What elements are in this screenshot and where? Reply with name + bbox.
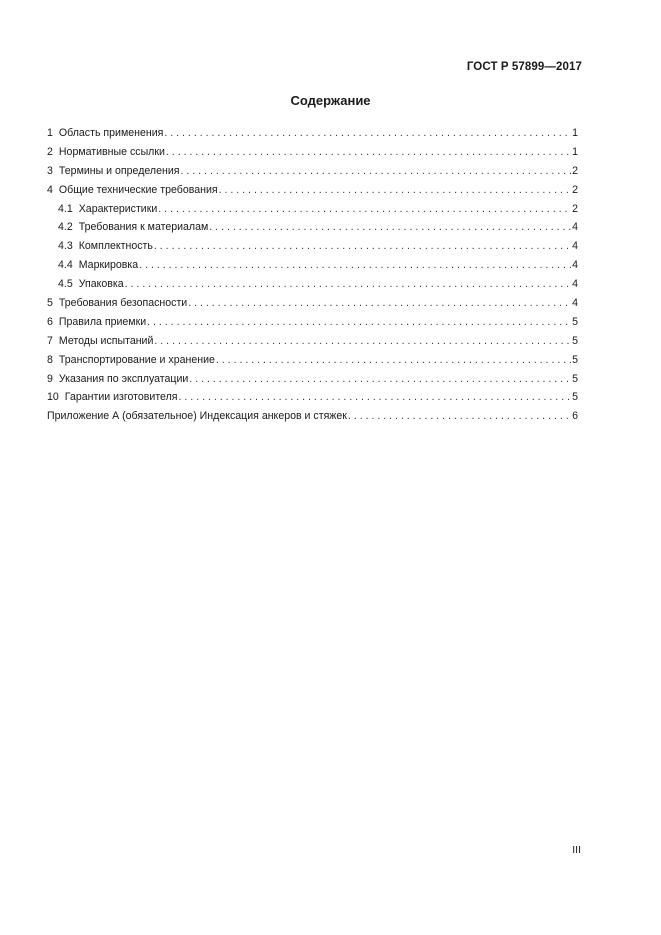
toc-entry-title: Транспортирование и хранение — [58, 353, 215, 366]
toc-entry-page: 4 — [572, 297, 578, 310]
toc-entry-number: 3 — [47, 164, 53, 177]
toc-entry[interactable] — [47, 143, 578, 162]
toc-entry[interactable] — [47, 275, 578, 294]
toc-entry-page: 5 — [572, 372, 578, 385]
toc-entry-number: 4.5 — [58, 278, 73, 291]
toc-entry-title: Правила приемки — [58, 315, 147, 328]
toc-dot-leader — [178, 388, 572, 407]
toc-entry-number: 1 — [47, 127, 53, 139]
toc-entry-title: Требования безопасности — [58, 297, 188, 310]
toc-entry-page: 2 — [572, 202, 578, 215]
toc-dot-leader — [188, 370, 571, 389]
toc-entry-number: 9 — [47, 372, 53, 385]
toc-dot-leader — [146, 313, 571, 332]
toc-dot-leader — [347, 407, 571, 426]
toc-entry-page: 4 — [572, 259, 578, 272]
toc-entry[interactable] — [47, 294, 578, 313]
toc-entry-page: 4 — [572, 221, 578, 234]
toc-entry-title: Гарантии изготовителя — [64, 391, 178, 404]
toc-entry-title: Термины и определения — [58, 164, 180, 177]
toc-entry-number: 10 — [47, 391, 59, 404]
toc-dot-leader — [153, 237, 571, 256]
toc-entry-page: 5 — [572, 353, 578, 366]
toc-dot-leader — [163, 124, 571, 143]
toc-entry[interactable] — [47, 181, 578, 200]
toc-entry-title: Область применения — [58, 127, 164, 139]
toc-entry-page: 4 — [572, 240, 578, 253]
toc-entry[interactable] — [47, 218, 578, 237]
toc-dot-leader — [165, 143, 571, 162]
toc-entry[interactable] — [47, 124, 578, 143]
table-of-contents — [47, 124, 578, 426]
toc-entry-title: Нормативные ссылки — [58, 145, 165, 158]
toc-entry-number: 2 — [47, 145, 53, 158]
toc-dot-leader — [208, 218, 571, 237]
page-number: III — [572, 844, 581, 856]
toc-entry-title: Указания по эксплуатации — [58, 372, 189, 385]
toc-entry-page: 1 — [572, 127, 578, 139]
toc-entry[interactable] — [47, 162, 578, 181]
toc-entry-number: 5 — [47, 297, 53, 310]
toc-dot-leader — [187, 294, 571, 313]
toc-entry[interactable] — [47, 200, 578, 219]
toc-entry[interactable] — [47, 370, 578, 389]
toc-entry-title: Упаковка — [78, 278, 124, 291]
toc-dot-leader — [138, 256, 571, 275]
toc-entry-number: 6 — [47, 315, 53, 328]
toc-entry-title: Приложение А (обязательное) Индексация анкеров и стяжек — [47, 410, 347, 423]
toc-entry[interactable] — [47, 313, 578, 332]
toc-entry-title: Методы испытаний — [58, 334, 154, 347]
toc-dot-leader — [218, 181, 571, 200]
toc-entry[interactable] — [47, 332, 578, 351]
toc-entry-number: 7 — [47, 334, 53, 347]
toc-title: Содержание — [290, 93, 371, 108]
toc-entry-page: 5 — [572, 391, 578, 404]
toc-entry[interactable] — [47, 351, 578, 370]
toc-entry-title: Комплектность — [78, 240, 153, 253]
toc-entry-number: 4.2 — [58, 221, 73, 234]
document-code: ГОСТ Р 57899—2017 — [466, 61, 582, 73]
toc-entry-page: 6 — [572, 410, 578, 423]
toc-entry-number: 8 — [47, 353, 53, 366]
toc-entry-page: 4 — [572, 278, 578, 291]
toc-entry-page: 5 — [572, 334, 578, 347]
toc-dot-leader — [153, 332, 571, 351]
toc-dot-leader — [124, 275, 571, 294]
toc-entry-title: Характеристики — [78, 202, 158, 215]
toc-entry-page: 5 — [572, 315, 578, 328]
toc-entry-page: 2 — [572, 183, 578, 196]
toc-entry[interactable] — [47, 388, 578, 407]
toc-entry-number: 4 — [47, 183, 53, 196]
toc-dot-leader — [180, 162, 572, 181]
toc-entry[interactable] — [47, 237, 578, 256]
toc-entry-page: 1 — [572, 145, 578, 158]
toc-entry-number: 4.1 — [58, 202, 73, 215]
toc-entry[interactable] — [47, 256, 578, 275]
toc-entry-title: Требования к материалам — [78, 221, 209, 234]
toc-entry-number: 4.4 — [58, 259, 73, 272]
toc-dot-leader — [157, 200, 571, 219]
toc-entry[interactable] — [47, 407, 578, 426]
toc-entry-page: 2 — [572, 164, 578, 177]
toc-dot-leader — [215, 351, 571, 370]
toc-entry-number: 4.3 — [58, 240, 73, 253]
toc-entry-title: Общие технические требования — [58, 183, 218, 196]
toc-entry-title: Маркировка — [78, 259, 139, 272]
